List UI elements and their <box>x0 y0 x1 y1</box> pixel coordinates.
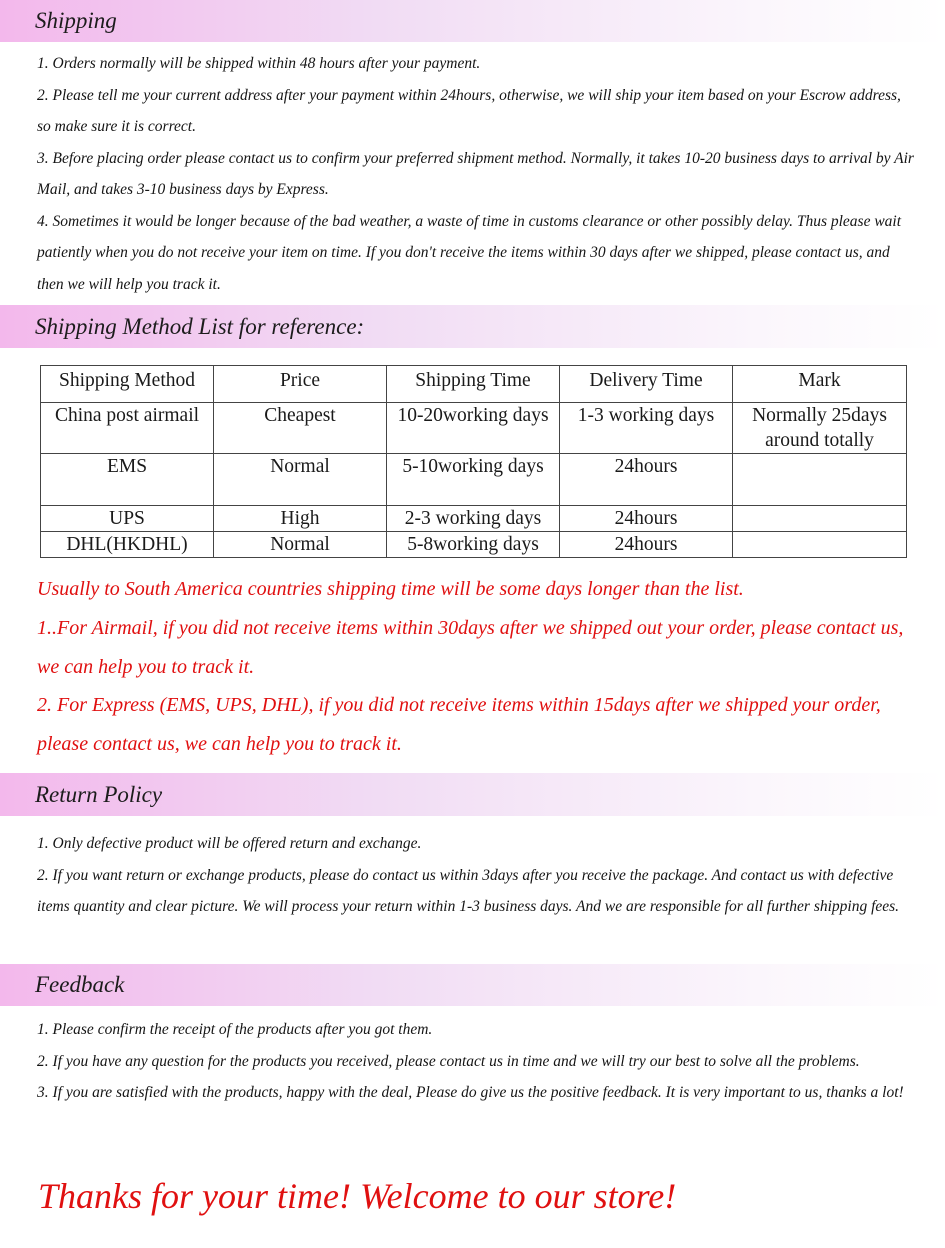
table-header: Shipping Method <box>41 366 214 403</box>
table-cell: 24hours <box>560 505 733 531</box>
feedback-header <box>0 964 945 1006</box>
table-cell: 5-10working days <box>387 454 560 505</box>
feedback-item: 2. If you have any question for the products you received, please contact us in time and we will try our best to solve all the problems. <box>37 1052 860 1070</box>
table-cell: 1-3 working days <box>560 403 733 454</box>
table-cell: 5-8working days <box>387 531 560 557</box>
table-cell: Normal <box>214 531 387 557</box>
table-cell: DHL(HKDHL) <box>41 531 214 557</box>
table-cell: UPS <box>41 505 214 531</box>
table-header: Delivery Time <box>560 366 733 403</box>
feedback-title: Feedback <box>35 972 125 997</box>
table-header-row <box>41 366 907 403</box>
table-cell: 24hours <box>560 454 733 505</box>
method-list-title: Shipping Method List for reference: <box>35 313 365 339</box>
thanks-message: Thanks for your time! Welcome to our store! <box>38 1176 677 1216</box>
feedback-item: 1. Please confirm the receipt of the products after you got them. <box>37 1021 433 1038</box>
table-cell <box>733 531 907 557</box>
table-row <box>41 403 907 454</box>
return-policy-title: Return Policy <box>35 781 163 807</box>
table-cell: Cheapest <box>214 403 387 454</box>
shipping-header <box>0 0 945 42</box>
shipping-method-table <box>40 365 907 558</box>
table-cell: EMS <box>41 454 214 505</box>
return-policy-item: 1. Only defective product will be offered return and exchange. <box>37 835 422 852</box>
table-header: Price <box>214 366 387 403</box>
table-cell: High <box>214 505 387 531</box>
shipping-note: Usually to South America countries shipping time will be some days longer than the list. <box>37 578 744 600</box>
shipping-title: Shipping <box>35 8 117 33</box>
table-cell: China post airmail <box>41 403 214 454</box>
feedback-list <box>37 1014 917 1109</box>
table-cell: 2-3 working days <box>387 505 560 531</box>
table-row <box>41 505 907 531</box>
table-cell <box>733 505 907 531</box>
method-list-header <box>0 305 945 348</box>
table-cell: Normal <box>214 454 387 505</box>
return-policy-list <box>37 828 917 923</box>
shipping-note: 2. For Express (EMS, UPS, DHL), if you did not receive items within 15days after we shipped your order, please contact us, we can help you to track it. <box>37 694 881 756</box>
return-policy-item: 2. If you want return or exchange products, please do contact us within 3days after you receive the package. And contact us with defective items quantity and clear picture. We will process your return within 1-3 business days. And we are responsible for all further shipping fees. <box>37 866 900 915</box>
table-row <box>41 531 907 557</box>
table-cell: Normally 25days around totally <box>733 403 907 454</box>
shipping-item: 1. Orders normally will be shipped within 48 hours after your payment. <box>37 55 481 72</box>
shipping-list <box>37 48 917 300</box>
table-header: Shipping Time <box>387 366 560 403</box>
table-header: Mark <box>733 366 907 403</box>
shipping-note: 1..For Airmail, if you did not receive items within 30days after we shipped out your order, please contact us, we can help you to track it. <box>37 616 904 678</box>
shipping-notes <box>37 570 922 764</box>
feedback-item: 3. If you are satisfied with the products, happy with the deal, Please do give us the positive feedback. It is very important to us, thanks a lot! <box>37 1084 904 1101</box>
shipping-item: 4. Sometimes it would be longer because of the bad weather, a waste of time in customs clearance or other possibly delay. Thus please wait patiently when you do not receive your item on time. If you don't receive the items within 30 days after we shipped, please contact us, and then we will help you track it. <box>37 212 902 293</box>
shipping-item: 3. Before placing order please contact us to confirm your preferred shipment method. Normally, it takes 10-20 business days to arrival by Air Mail, and takes 3-10 business days by Express. <box>37 149 914 198</box>
table-cell: 10-20working days <box>387 403 560 454</box>
table-cell <box>733 454 907 505</box>
return-policy-header <box>0 773 945 816</box>
shipping-item: 2. Please tell me your current address after your payment within 24hours, otherwise, we will ship your item based on your Escrow address, so make sure it is correct. <box>37 86 901 135</box>
table-cell: 24hours <box>560 531 733 557</box>
table-row <box>41 454 907 505</box>
